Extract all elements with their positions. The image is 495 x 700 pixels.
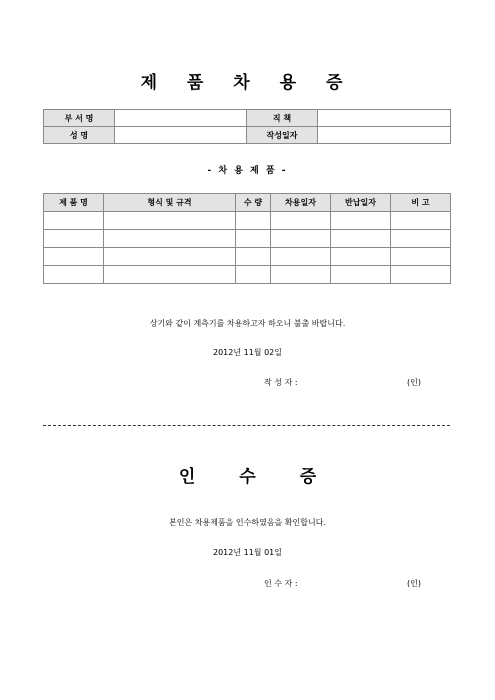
table-header-row: [44, 194, 451, 212]
receipt-statement: 본인은 차용제품을 인수하였음을 확인합니다.: [168, 518, 326, 527]
table-cell[interactable]: [271, 230, 331, 248]
table-row: [44, 248, 451, 266]
table-row: [44, 230, 451, 248]
receipt-title-char: 인: [178, 467, 196, 487]
column-header: 형식 및 규격: [104, 194, 236, 212]
date-label: 작성일자: [247, 127, 318, 144]
table-cell[interactable]: [104, 212, 236, 230]
document-title: 제 품 차 용 증: [140, 73, 355, 93]
requester-info-table: [43, 109, 451, 144]
dept-field[interactable]: [115, 110, 247, 127]
cut-line: [43, 425, 450, 426]
table-cell[interactable]: [104, 248, 236, 266]
table-cell[interactable]: [44, 230, 104, 248]
request-date: 2012년 11월 02일: [213, 348, 282, 357]
table-cell[interactable]: [44, 266, 104, 284]
table-cell[interactable]: [331, 248, 391, 266]
column-header: 차용일자: [271, 194, 331, 212]
table-cell[interactable]: [391, 230, 451, 248]
table-cell[interactable]: [236, 212, 271, 230]
table-cell[interactable]: [331, 266, 391, 284]
table-cell[interactable]: [104, 230, 236, 248]
table-cell[interactable]: [391, 248, 451, 266]
receipt-title-char: 증: [299, 467, 317, 487]
table-cell[interactable]: [271, 266, 331, 284]
table-cell[interactable]: [271, 248, 331, 266]
name-field[interactable]: [115, 127, 247, 144]
borrowed-items-table: [43, 193, 451, 284]
receipt-date: 2012년 11월 01일: [213, 548, 282, 557]
position-label: 직 책: [247, 110, 318, 127]
section-title: - 차 용 제 품 -: [207, 166, 288, 176]
request-statement: 상기와 같이 계측기를 차용하고자 하오니 불출 바랍니다.: [149, 319, 346, 328]
table-cell[interactable]: [391, 212, 451, 230]
receiver-seal: (인): [407, 579, 421, 588]
receipt-title-char: 수: [239, 467, 256, 487]
table-cell[interactable]: [391, 266, 451, 284]
table-cell[interactable]: [236, 248, 271, 266]
column-header: 비 고: [391, 194, 451, 212]
dept-label: 부 서 명: [44, 110, 115, 127]
position-field[interactable]: [318, 110, 451, 127]
column-header: 수 량: [236, 194, 271, 212]
name-label: 성 명: [44, 127, 115, 144]
column-header: 제 품 명: [44, 194, 104, 212]
writer-label: 작 성 자 :: [264, 378, 298, 387]
table-cell[interactable]: [44, 248, 104, 266]
table-cell[interactable]: [44, 212, 104, 230]
table-row: [44, 266, 451, 284]
receipt-title: [0, 462, 495, 487]
table-cell[interactable]: [331, 212, 391, 230]
table-cell[interactable]: [331, 230, 391, 248]
table-row: [44, 212, 451, 230]
table-cell[interactable]: [104, 266, 236, 284]
receiver-label: 인 수 자 :: [264, 579, 298, 588]
date-field[interactable]: [318, 127, 451, 144]
table-cell[interactable]: [271, 212, 331, 230]
writer-seal: (인): [407, 378, 421, 387]
column-header: 반납일자: [331, 194, 391, 212]
table-cell[interactable]: [236, 266, 271, 284]
table-cell[interactable]: [236, 230, 271, 248]
